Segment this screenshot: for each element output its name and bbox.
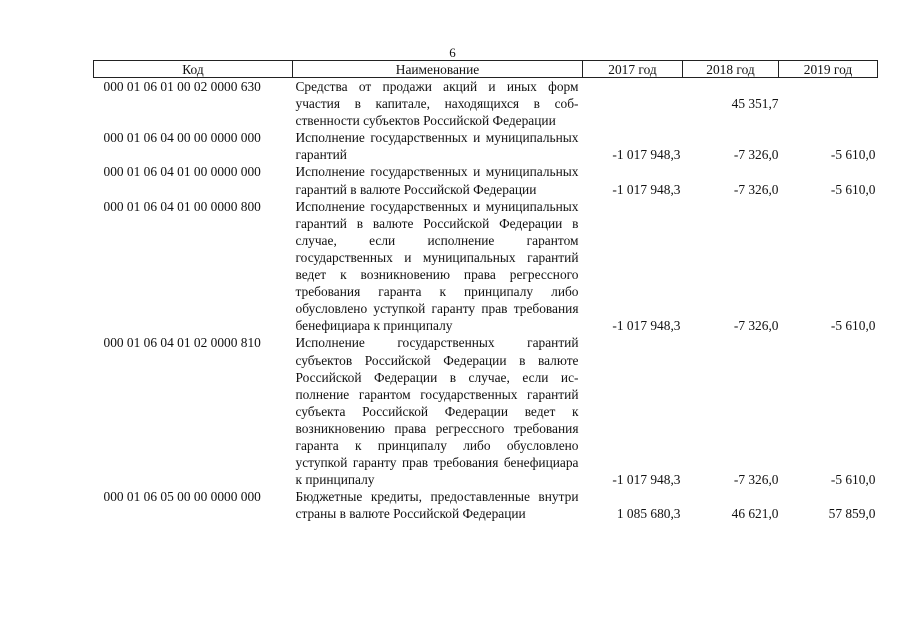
row-value-2017: 1 085 680,3	[616, 506, 681, 522]
table-row	[94, 163, 878, 197]
row-name: Исполнение государственных и муниципальных гарантий	[295, 130, 579, 163]
header-2017: 2017 год	[583, 61, 683, 78]
row-value-2017: -1 017 948,3	[612, 472, 681, 488]
row-value-2017: -1 017 948,3	[612, 147, 681, 163]
row-value-2019: -5 610,0	[830, 318, 876, 334]
row-value-2018: -7 326,0	[733, 181, 779, 197]
row-code: 000 01 06 04 01 02 0000 810	[103, 335, 261, 351]
page-number: 6	[449, 45, 456, 60]
row-value-2019: -5 610,0	[830, 181, 876, 197]
table-row	[94, 488, 878, 522]
row-name: Исполнение государственных гарантий субъектов Российской Федерации в валюте Российской Федерации в случае, если исполнение гарантом государственных гарантий субъекта Российской Федерации ведет к возникновению права регрессного требования гаранта к принципалу либо обусловлено уступкой гаранту прав требования бенефициара к принципалу	[295, 335, 579, 488]
table-row	[94, 78, 878, 130]
row-value-2018: -7 326,0	[733, 472, 779, 488]
row-code: 000 01 06 04 01 00 0000 000	[103, 164, 261, 180]
row-value-2018-text: 45 351,7	[731, 96, 779, 112]
table-row	[94, 129, 878, 163]
row-value-2019: 57 859,0	[828, 506, 876, 522]
row-value-2019: -5 610,0	[830, 147, 876, 163]
row-value-2018: -7 326,0	[733, 318, 779, 334]
table-row	[94, 334, 878, 488]
row-name: Исполнение государственных и муниципальных гарантий в валюте Российской Федерации	[295, 164, 579, 197]
header-code: Код	[94, 61, 293, 78]
row-value-2019	[779, 78, 878, 130]
row-code: 000 01 06 01 00 02 0000 630	[103, 79, 261, 94]
row-code: 000 01 06 04 00 00 0000 000	[103, 130, 261, 146]
row-value-2018	[683, 78, 779, 130]
row-value-2017: -1 017 948,3	[612, 318, 681, 334]
header-2019: 2019 год	[779, 61, 878, 78]
row-value-2019: -5 610,0	[830, 472, 876, 488]
row-name: Исполнение государственных и муниципальных гарантий в валюте Российской Федерации в случае, если исполнение гарантом государственных и муниципальных гарантий ведет к возникновению права регрессного требования гаранта к принципалу либо обусловлено уступкой гаранту прав требования бенефициара к принципалу	[295, 198, 579, 334]
table-row	[94, 198, 878, 335]
row-value-2018: 46 621,0	[731, 506, 779, 522]
row-value-2018: -7 326,0	[733, 147, 779, 163]
row-name: Бюджетные кредиты, предоставленные внутри страны в валюте Российской Федерации	[295, 489, 579, 522]
row-name: Средства от продажи акций и иных форм участия в капитале, находящихся в собственности субъектов Российской Федерации	[295, 79, 579, 129]
budget-table	[93, 60, 878, 522]
header-name: Наименование	[293, 61, 583, 78]
header-2018: 2018 год	[683, 61, 779, 78]
row-code: 000 01 06 04 01 00 0000 800	[103, 198, 261, 214]
row-value-2017	[583, 78, 683, 130]
row-value-2017: -1 017 948,3	[612, 181, 681, 197]
row-code: 000 01 06 05 00 00 0000 000	[103, 489, 261, 505]
table-header-row	[94, 61, 878, 78]
